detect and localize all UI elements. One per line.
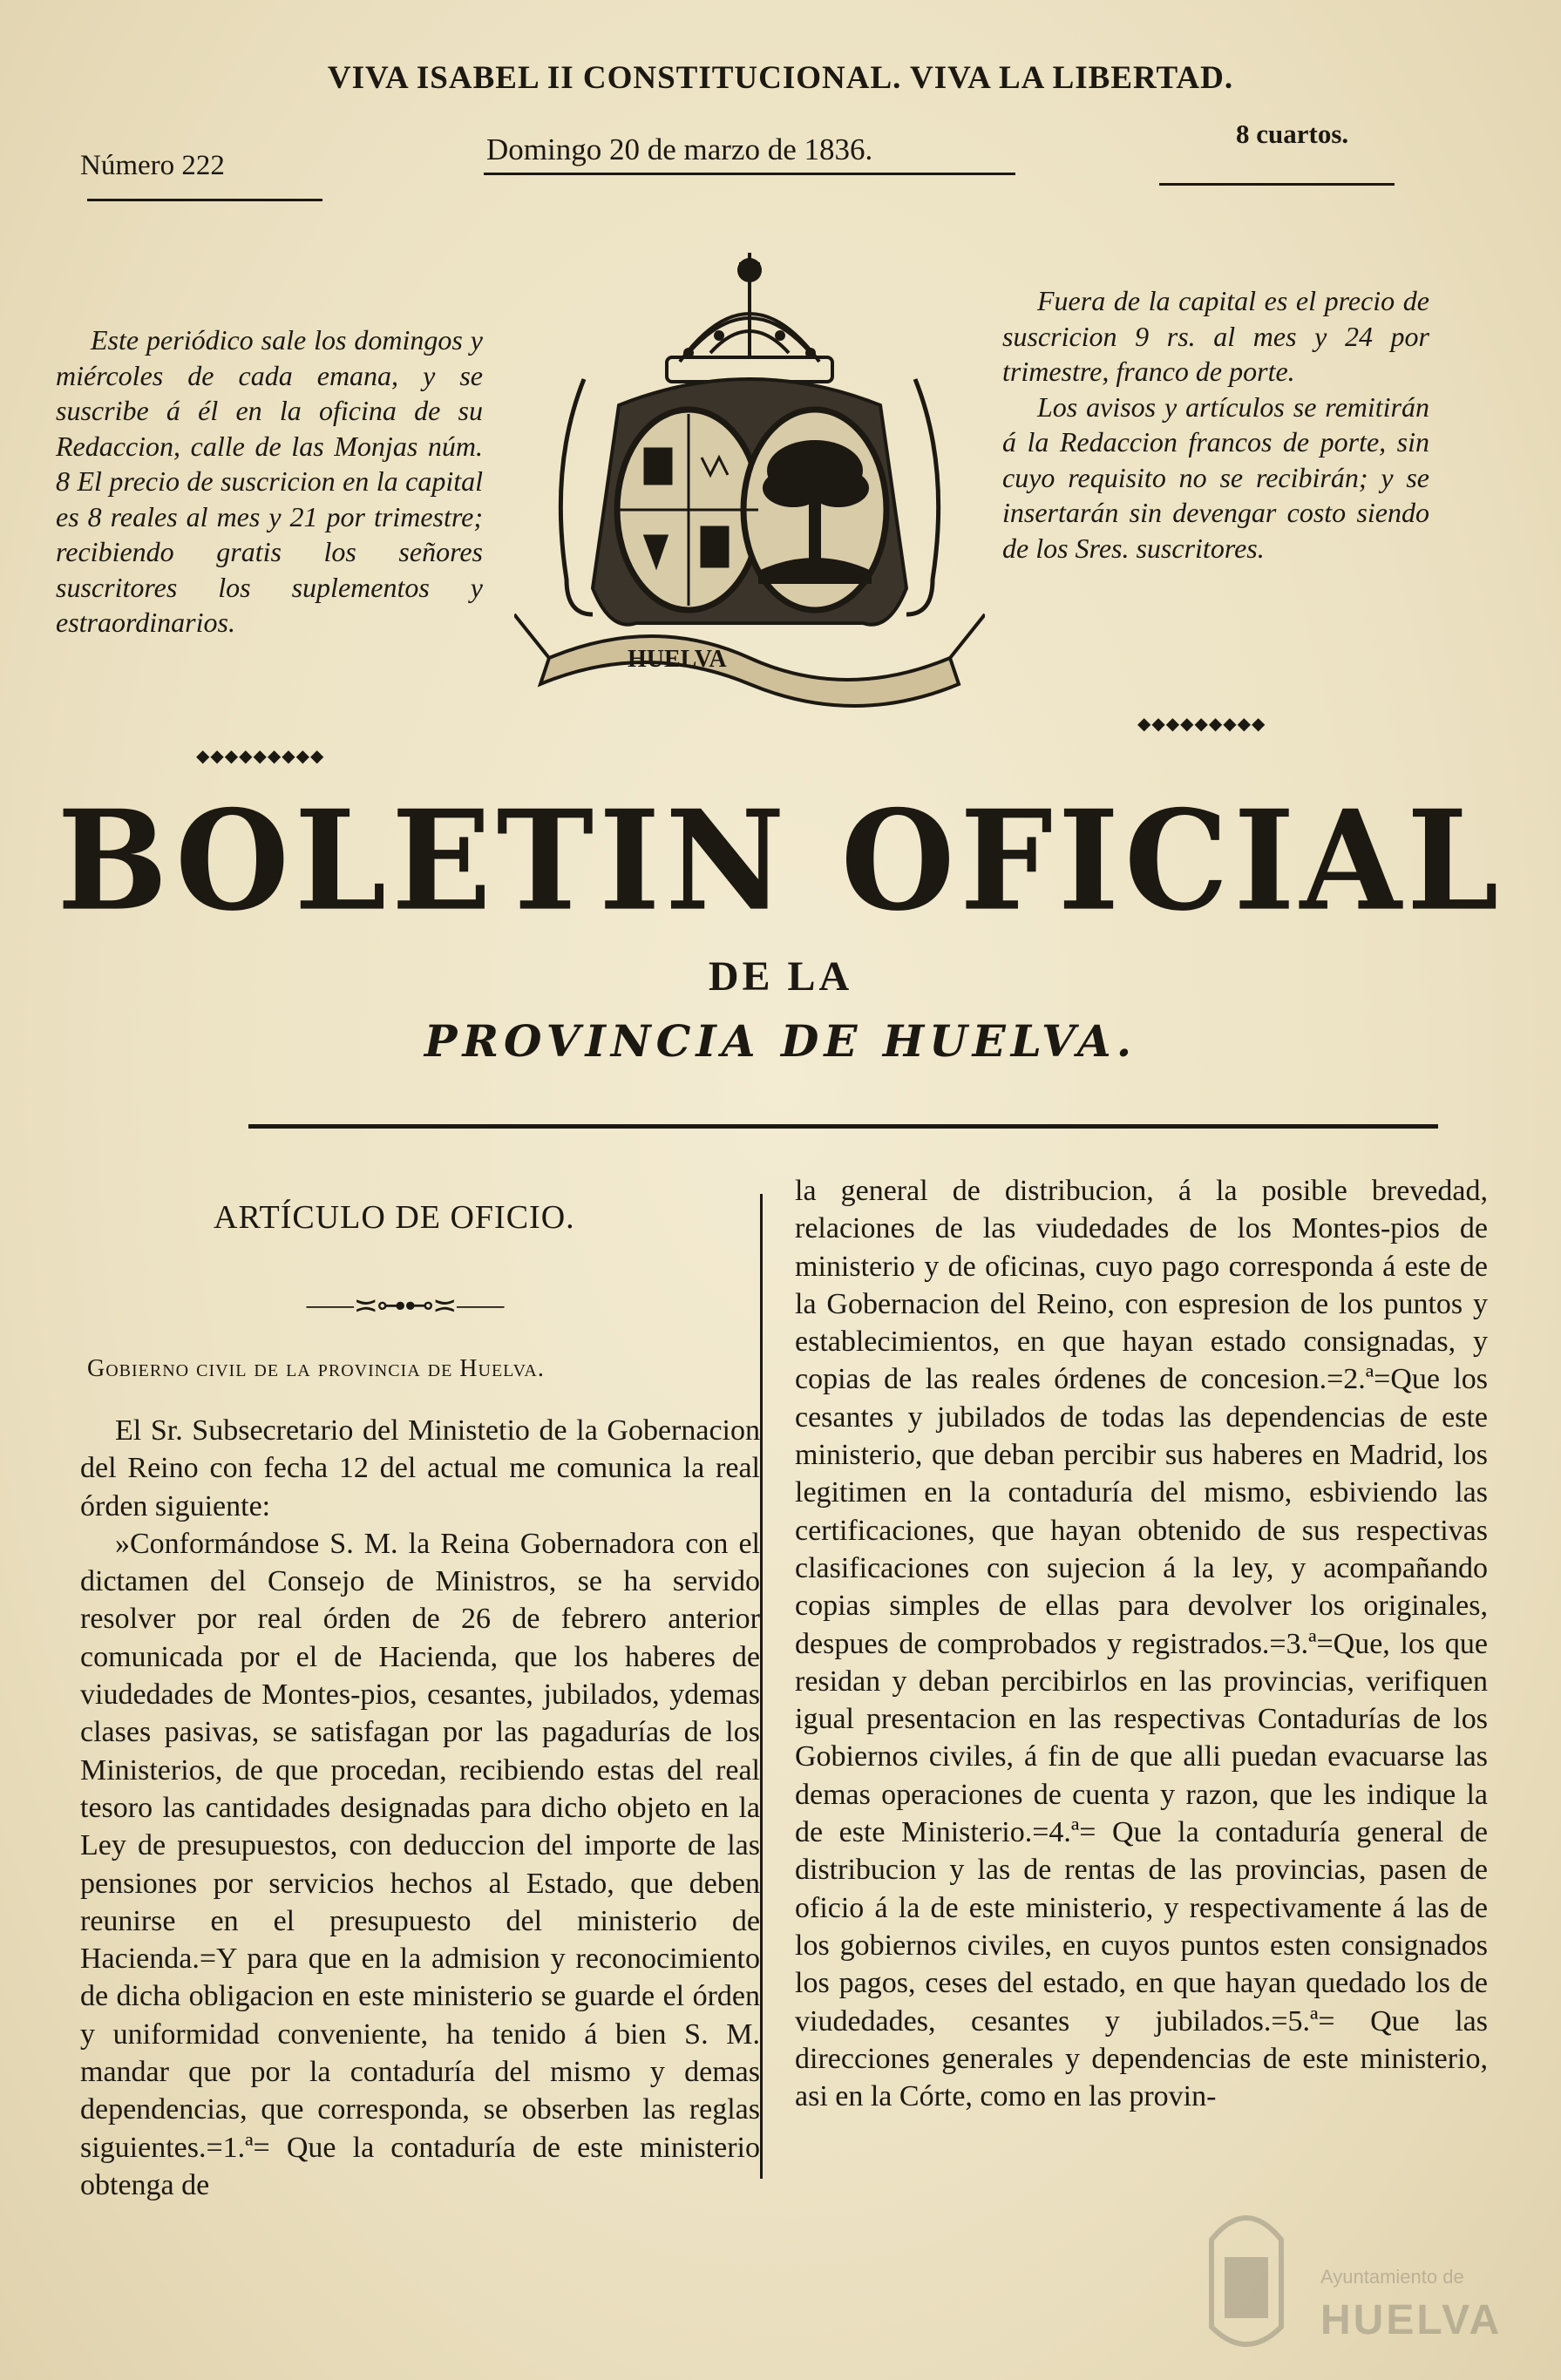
header-rule-center	[484, 173, 1015, 175]
article-column-right	[795, 1172, 1488, 2115]
article-intro: El Sr. Subsecretario del Ministetio de la Gobernacion del Reino con fecha 12 del actual me comunica la real órden siguiente:	[80, 1414, 760, 1522]
issue-price: 8 cuartos.	[1236, 119, 1349, 149]
masthead-subtitle-dela: DE LA	[708, 953, 853, 1000]
header-rule-right	[1159, 183, 1395, 186]
watermark-line-1: Ayuntamiento de	[1320, 2266, 1464, 2288]
issue-date: Domingo 20 de marzo de 1836.	[486, 132, 873, 166]
subscription-text-right-1: Fuera de la capital es el precio de suscricion 9 rs. al mes y 24 por trimestre, franco de porte.	[1002, 285, 1429, 387]
section-ornament: ⸺≍⊶⊷≍⸺	[305, 1290, 505, 1322]
subscription-notice-right	[1002, 283, 1429, 566]
column-divider	[760, 1194, 763, 2179]
issue-number: Número 222	[80, 150, 225, 181]
ornament-stars-left: ◆◆◆◆◆◆◆◆◆	[196, 747, 325, 766]
article-column-left	[80, 1412, 760, 2204]
masthead-rule	[248, 1124, 1438, 1129]
ornament-stars-right: ◆◆◆◆◆◆◆◆◆	[1137, 715, 1266, 734]
masthead-subtitle-province: PROVINCIA DE HUELVA.	[424, 1015, 1137, 1067]
archive-watermark	[1194, 2196, 1525, 2370]
huelva-coat-of-arms-icon	[514, 248, 985, 745]
subscription-notice-left	[56, 322, 483, 641]
article-body-right: la general de distribucion, á la posible brevedad, relaciones de las viudedades de los Montes-pios de ministerio y de oficinas, cuyo pago corresponda á este de la Gobernacion del Reino, con espresion de los puntos y establecimientos, en que hayan estado consignadas, y copias de las reales órdenes de concesion.=2.ª=Que los cesantes y jubilados de todas las dependencias de este ministerio, que deban percibir sus haberes en Madrid, los legitimen en la contaduría del mismo, esbiviendo las certificaciones, que hayan obtenido de sus respectivas clasificaciones con sujecion á la ley, y acompañando copias simples de ellas para devolver los originales, despues de comprobados y registrados.=3.ª=Que, los que residan y deban percibirlos en las provincias, verifiquen igual presentacion en las respectivas Contadurías de los Gobiernos civiles, á fin de que alli puedan evacuarse las demas operaciones de cuenta y razon, que les indique la de este Ministerio.=4.ª= Que la contaduría general de distribucion y las de rentas de las provincias, pasen de oficio á la de este ministerio, y respectivamente á las de los gobiernos civiles, en cuyos puntos esten consignados los pagos, ceses del estado, en que hayan quedado los de viudedades, cesantes y jubilados.=5.ª= Que las direcciones generales y dependencias de este ministerio, asi en la Córte, como en las provin-	[795, 1175, 1488, 2113]
masthead-motto: VIVA ISABEL II CONSTITUCIONAL. VIVA LA LIBERTAD.	[327, 60, 1234, 96]
huelva-city-seal-icon	[1194, 2196, 1299, 2362]
article-body-left: »Conformándose S. M. la Reina Gobernadora con el dictamen del Consejo de Ministros, se ha servido resolver por real órden de 26 de febrero anterior comunicada por el de Hacienda, que los haberes de viudedades de Montes-pios, cesantes, jubilados, ydemas clases pasivas, se satisfagan por las pagadurías de los Ministerios, de que procedan, recibiendo estas del real tesoro las cantidades designadas para dicho objeto en la Ley de presupuestos, con deduccion del importe de las pensiones por servicios hechos al Estado, que deben reunirse en el presupuesto del ministerio de Hacienda.=Y para que en la admision y reconocimiento de dicha obligacion en este ministerio se guarde el órden y uniformidad conveniente, ha tenido á bien S. M. mandar que por la contaduría del mismo y demas dependencias, que corresponda, se obserben las reglas siguientes.=1.ª= Que la contaduría de este ministerio obtenga de	[80, 1527, 760, 2201]
masthead-title: BOLETIN OFICIAL	[57, 780, 1504, 942]
subscription-text-left: Este periódico sale los domingos y miércoles de cada emana, y se suscribe á él en la oficina de su Redaccion, calle de las Monjas núm. 8 El precio de suscricion en la capital es 8 reales al mes y 21 por trimestre; recibiendo gratis los señores suscritores los suplementos y estraordinarios.	[56, 324, 483, 638]
crest-banner-text: HUELVA	[628, 646, 727, 673]
office-heading: Gobierno civil de la provincia de Huelva.	[87, 1355, 545, 1382]
watermark-line-2: HUELVA	[1320, 2297, 1503, 2343]
section-heading: ARTÍCULO DE OFICIO.	[214, 1199, 575, 1236]
header-rule-left	[87, 199, 322, 201]
subscription-text-right-2: Los avisos y artículos se remitirán á la Redaccion francos de porte, sin cuyo requisito no se recibirán; y se insertarán sin devengar costo siendo de los Sres. suscritores.	[1002, 390, 1429, 564]
